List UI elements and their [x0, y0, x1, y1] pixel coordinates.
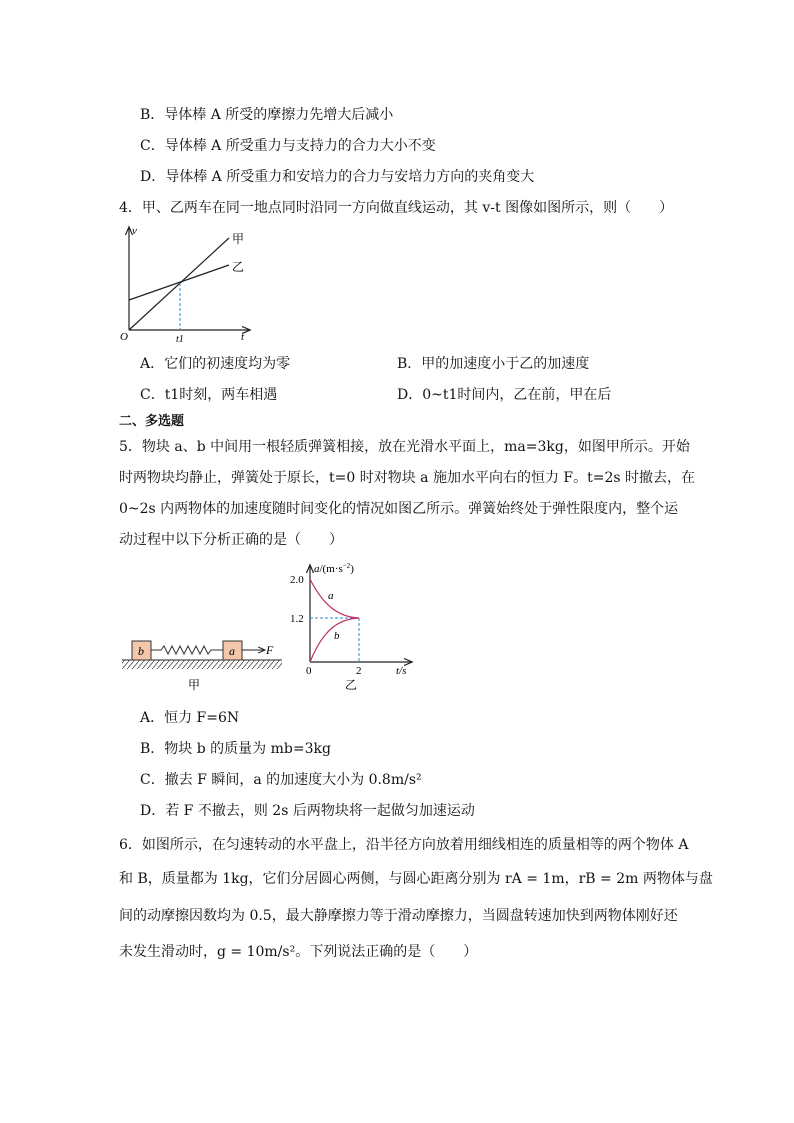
q5-line-4: 动过程中以下分析正确的是（ ）	[119, 532, 343, 548]
q5-spring	[151, 646, 223, 654]
q5-option-a: A．恒力 F=6N	[140, 710, 240, 726]
q6-line-2: 和 B，质量都为 1kg，它们分居圆心两侧，与圆心距离分别为 rA = 1m，rB = 2m 两物体与盘	[119, 871, 713, 887]
q5-ylabel: $a/(m\cdot s^{-2})$	[314, 562, 354, 575]
q5-xlabel: t/s	[396, 665, 407, 677]
q5-label-a: a	[229, 644, 235, 658]
q4-t-label: t	[241, 331, 245, 343]
q5-curve-a	[310, 579, 359, 618]
q5-fig-yi	[283, 560, 423, 692]
q4-option-d: D．0~t1时间内，乙在前，甲在后	[397, 387, 612, 403]
q3-option-d: D．导体棒 A 所受重力和安培力的合力与安培力方向的夹角变大	[140, 169, 535, 185]
q5-label-b: b	[138, 644, 144, 658]
q4-t1-label: t1	[176, 334, 184, 345]
q5-tick-1-2: 1.2	[290, 613, 304, 625]
q4-option-a: A．它们的初速度均为零	[140, 356, 291, 372]
section-heading-multi: 二、多选题	[119, 414, 185, 429]
q5-fig-jia	[118, 632, 288, 694]
q4-stem: 4．甲、乙两车在同一地点同时沿同一方向做直线运动，其 v-t 图像如图所示，则（ ）	[119, 200, 674, 216]
q3-option-c: C．导体棒 A 所受重力与支持力的合力大小不变	[140, 138, 436, 154]
q5-line-2: 时两物块均静止，弹簧处于原长，t=0 时对物块 a 施加水平向右的恒力 F。t=2s 时撤去，在	[119, 470, 696, 486]
q4-line-jia	[129, 238, 229, 330]
q5-option-b: B．物块 b 的质量为 mb=3kg	[140, 741, 331, 757]
q5-curve-a-label: a	[328, 590, 334, 602]
q4-vt-graph	[118, 222, 258, 346]
q4-option-b: B．甲的加速度小于乙的加速度	[397, 356, 590, 372]
q5-x-origin: 0	[306, 665, 312, 677]
q5-option-c: C．撤去 F 瞬间，a 的加速度大小为 0.8m/s²	[140, 772, 422, 788]
q5-tick-2: 2.0	[290, 574, 304, 586]
q5-curve-b-label: b	[334, 630, 340, 642]
q4-line-yi	[129, 265, 229, 300]
q4-option-c: C．t1时刻，两车相遇	[140, 387, 278, 403]
q3-option-b: B．导体棒 A 所受的摩擦力先增大后减小	[140, 107, 394, 123]
q4-origin-label: O	[120, 331, 128, 343]
q6-line-3: 间的动摩擦因数均为 0.5，最大静摩擦力等于滑动摩擦力，当圆盘转速加快到两物体刚好还	[119, 908, 678, 924]
q5-caption-jia: 甲	[188, 678, 201, 692]
q4-yi-label: 乙	[232, 260, 245, 274]
q5-line-3: 0~2s 内两物体的加速度随时间变化的情况如图乙所示。弹簧始终处于弹性限度内，整个运	[119, 501, 679, 517]
q5-label-f: F	[266, 643, 274, 657]
q5-x-tick-2: 2	[356, 665, 362, 677]
q4-v-label: v	[132, 225, 137, 237]
q6-line-1: 6．如图所示，在匀速转动的水平盘上，沿半径方向放着用细线相连的质量相等的两个物体 A	[119, 837, 689, 853]
q5-option-d: D．若 F 不撤去，则 2s 后两物块将一起做匀加速运动	[140, 803, 475, 819]
q5-caption-yi: 乙	[345, 678, 358, 692]
q5-ground-hatch	[122, 660, 282, 669]
q4-jia-label: 甲	[232, 232, 245, 246]
q5-line-1: 5．物块 a、b 中间用一根轻质弹簧相接，放在光滑水平面上，ma=3kg，如图甲所示。开始	[119, 439, 690, 455]
q6-line-4: 未发生滑动时，g = 10m/s²。下列说法正确的是（ ）	[119, 944, 478, 960]
